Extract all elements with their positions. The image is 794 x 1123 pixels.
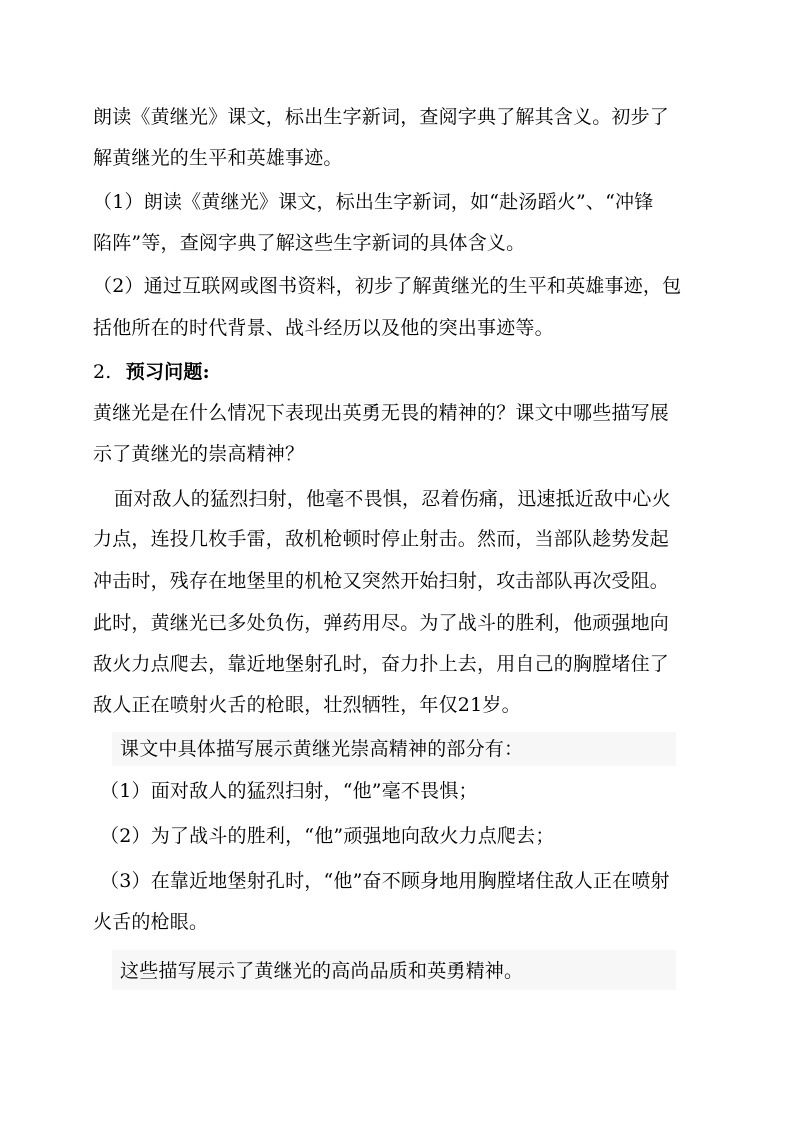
point-3-line-1: （3）在靠近地堡射孔时，“他”奋不顾身地用胸膛堵住敌人正在喷射: [100, 870, 670, 892]
intro-line-2: 解黄继光的生平和英雄事迹。: [93, 147, 343, 169]
answer-line-5: 敌火力点爬去，靠近地堡射孔时，奋力扑上去，用自己的胸膛堵住了: [93, 653, 670, 675]
point-2: （2）为了战斗的胜利，“他”顽强地向敌火力点爬去；: [100, 825, 555, 847]
section2-heading: [93, 360, 210, 384]
conclusion: 这些描写展示了黄继光的高尚品质和英勇精神。: [120, 960, 524, 982]
answer-line-6: 敌人正在喷射火舌的枪眼，壮烈牺牲，年仅21岁。: [93, 694, 521, 716]
answer-line-3: 冲击时，残存在地堡里的机枪又突然开始扫射，攻击部队再次受阻。: [93, 570, 670, 592]
section2-title: 预习问题:: [125, 361, 210, 383]
question-line-2: 示了黄继光的崇高精神？: [93, 443, 305, 465]
summary-intro: 课文中具体描写展示黄继光崇高精神的部分有：: [120, 738, 524, 760]
point-3-line-2: 火舌的枪眼。: [93, 911, 209, 933]
answer-line-1: 面对敌人的猛烈扫射，他毫不畏惧，忍着伤痛，迅速抵近敌中心火: [114, 488, 671, 510]
item2-line-2: 括他所在的时代背景、战斗经历以及他的突出事迹等。: [93, 317, 554, 339]
item1-line-2: 陷阵”等，查阅字典了解这些生字新词的具体含义。: [93, 232, 526, 254]
intro-line-1: 朗读《黄继光》课文，标出生字新词，查阅字典了解其含义。初步了: [93, 106, 670, 128]
item2-line-1: （2）通过互联网或图书资料，初步了解黄继光的生平和英雄事迹，包: [93, 275, 682, 297]
point-1: （1）面对敌人的猛烈扫射，“他”毫不畏惧；: [100, 780, 478, 802]
section2-number: 2.: [93, 361, 112, 383]
item1-line-1: （1）朗读《黄继光》课文，标出生字新词，如“赴汤蹈火”、“冲锋: [93, 191, 654, 213]
answer-line-4: 此时，黄继光已多处负伤，弹药用尽。为了战斗的胜利，他顽强地向: [93, 612, 670, 634]
question-line-1: 黄继光是在什么情况下表现出英勇无畏的精神的？课文中哪些描写展: [93, 402, 670, 424]
answer-line-2: 力点，连投几枚手雷，敌机枪顿时停止射击。然而，当部队趁势发起: [93, 528, 670, 550]
